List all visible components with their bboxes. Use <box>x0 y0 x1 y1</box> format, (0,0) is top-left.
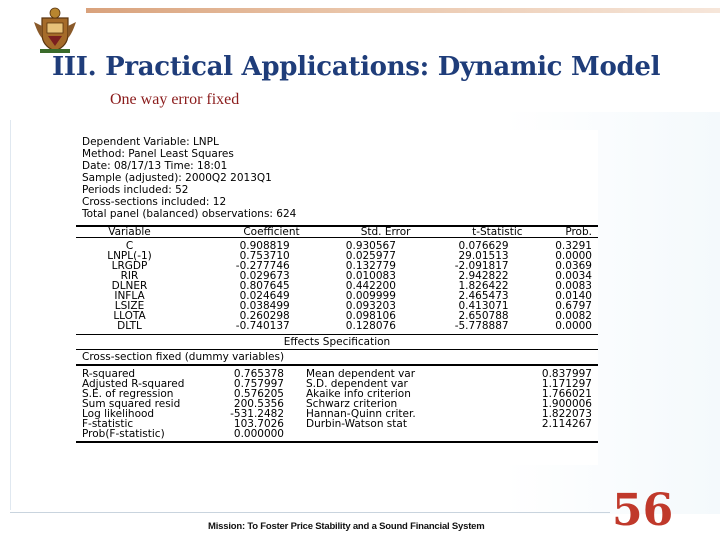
table-row <box>76 261 598 271</box>
regression-output <box>76 130 598 465</box>
stat-value: 0.765378 <box>233 368 284 380</box>
stat-value: 0.000000 <box>233 428 284 440</box>
stats-row <box>76 429 598 439</box>
header-line: Cross-sections included: 12 <box>82 196 227 208</box>
table-row <box>76 271 598 281</box>
stat-value: 0.837997 <box>541 368 592 380</box>
effects-heading: Effects Specification <box>283 336 391 348</box>
footer-divider <box>10 512 610 513</box>
page-number: 56 <box>612 485 674 536</box>
cell: 0.442200 <box>345 280 396 292</box>
top-stripe <box>86 8 720 13</box>
cell: LSIZE <box>114 300 145 312</box>
table-row <box>76 301 598 311</box>
cell: -0.277746 <box>235 260 290 272</box>
stat-value: 1.900006 <box>541 398 592 410</box>
cell: 0.908819 <box>239 240 290 252</box>
cell: 0.0000 <box>555 320 592 332</box>
cell: LLOTA <box>113 310 146 322</box>
cell: 0.025977 <box>345 250 396 262</box>
column-header: Coefficient <box>243 226 300 238</box>
stat-label: Durbin-Watson stat <box>306 418 407 430</box>
coefficient-rows <box>76 241 598 331</box>
table-row <box>76 251 598 261</box>
left-divider <box>10 120 11 510</box>
stat-value: 103.7026 <box>233 418 284 430</box>
coefficient-table <box>76 227 598 237</box>
stat-value: 0.757997 <box>233 378 284 390</box>
cell: 0.0369 <box>555 260 592 272</box>
column-header: Variable <box>108 226 151 238</box>
stat-label: Hannan-Quinn criter. <box>306 408 416 420</box>
cell: LRGDP <box>111 260 148 272</box>
cell: 0.098106 <box>345 310 396 322</box>
cell: 2.650788 <box>458 310 509 322</box>
cell: 1.826422 <box>458 280 509 292</box>
cell: 2.942822 <box>458 270 509 282</box>
stat-value: 0.576205 <box>233 388 284 400</box>
cell: 0.093203 <box>345 300 396 312</box>
stat-value: 2.114267 <box>541 418 592 430</box>
stat-value: -531.2482 <box>230 408 284 420</box>
cell: LNPL(-1) <box>107 250 152 262</box>
stat-label: F-statistic <box>82 418 134 430</box>
slide-title: III. Practical Applications: Dynamic Model <box>52 52 661 82</box>
cell: 0.029673 <box>239 270 290 282</box>
header-line: Total panel (balanced) observations: 624 <box>82 208 297 220</box>
rule <box>76 441 598 443</box>
cell: 0.132779 <box>345 260 396 272</box>
cell: 0.0140 <box>555 290 592 302</box>
header-line: Dependent Variable: LNPL <box>82 136 219 148</box>
column-header: Std. Error <box>360 226 411 238</box>
stat-value: 200.5356 <box>233 398 284 410</box>
cell: 0.3291 <box>555 240 592 252</box>
header-line: Sample (adjusted): 2000Q2 2013Q1 <box>82 172 272 184</box>
cell: DLNER <box>111 280 148 292</box>
cell: 0.930567 <box>345 240 396 252</box>
fixed-effects-heading: Cross-section fixed (dummy variables) <box>82 351 285 363</box>
fit-statistics-table <box>76 369 598 439</box>
cell: 0.807645 <box>239 280 290 292</box>
cell: 0.038499 <box>239 300 290 312</box>
cell: 0.076629 <box>458 240 509 252</box>
stat-label: R-squared <box>82 368 136 380</box>
cell: 0.0082 <box>555 310 592 322</box>
table-row <box>76 321 598 331</box>
cell: -5.778887 <box>454 320 509 332</box>
central-bank-crest-logo <box>30 4 80 54</box>
cell: 0.128076 <box>345 320 396 332</box>
cell: 0.024649 <box>239 290 290 302</box>
cell: -2.091817 <box>454 260 509 272</box>
stat-value: 1.766021 <box>541 388 592 400</box>
header-line: Date: 08/17/13 Time: 18:01 <box>82 160 228 172</box>
stat-label: Log likelihood <box>82 408 155 420</box>
slide-subtitle: One way error fixed <box>110 91 240 108</box>
table-row <box>76 311 598 321</box>
cell: 0.753710 <box>239 250 290 262</box>
rule <box>76 364 598 366</box>
cell: INFLA <box>114 290 145 302</box>
stat-label: S.D. dependent var <box>306 378 408 390</box>
cell: -0.740137 <box>235 320 290 332</box>
cell: 0.0083 <box>555 280 592 292</box>
cell: 0.0000 <box>555 250 592 262</box>
table-row <box>76 291 598 301</box>
cell: 2.465473 <box>458 290 509 302</box>
cell: RIR <box>120 270 139 282</box>
stat-label: Prob(F-statistic) <box>82 428 165 440</box>
stat-label <box>290 429 499 439</box>
table-row <box>76 241 598 251</box>
cell: 29.01513 <box>458 250 509 262</box>
stat-label: Schwarz criterion <box>306 398 398 410</box>
column-header: Prob. <box>565 226 592 238</box>
table-header-row <box>76 227 598 237</box>
header-line: Periods included: 52 <box>82 184 189 196</box>
stat-value: 1.171297 <box>541 378 592 390</box>
cell: 0.009999 <box>345 290 396 302</box>
cell: 0.010083 <box>345 270 396 282</box>
cell: 0.413071 <box>458 300 509 312</box>
column-header: t-Statistic <box>472 226 523 238</box>
stat-label: Adjusted R-squared <box>82 378 185 390</box>
top-band <box>0 0 720 38</box>
cell: 0.260298 <box>239 310 290 322</box>
cell: DLTL <box>117 320 142 332</box>
stat-label: Sum squared resid <box>82 398 181 410</box>
stat-label: Mean dependent var <box>306 368 416 380</box>
cell: 0.6797 <box>555 300 592 312</box>
header-line: Method: Panel Least Squares <box>82 148 234 160</box>
stat-value <box>499 429 598 439</box>
cell: C <box>125 240 134 252</box>
stat-label: S.E. of regression <box>82 388 174 400</box>
table-row <box>76 281 598 291</box>
output-header <box>76 130 598 220</box>
cell: 0.0034 <box>555 270 592 282</box>
mission-footer: Mission: To Foster Price Stability and a Sound Financial System <box>208 521 485 532</box>
stat-label: Akaike info criterion <box>306 388 411 400</box>
stat-value: 1.822073 <box>541 408 592 420</box>
